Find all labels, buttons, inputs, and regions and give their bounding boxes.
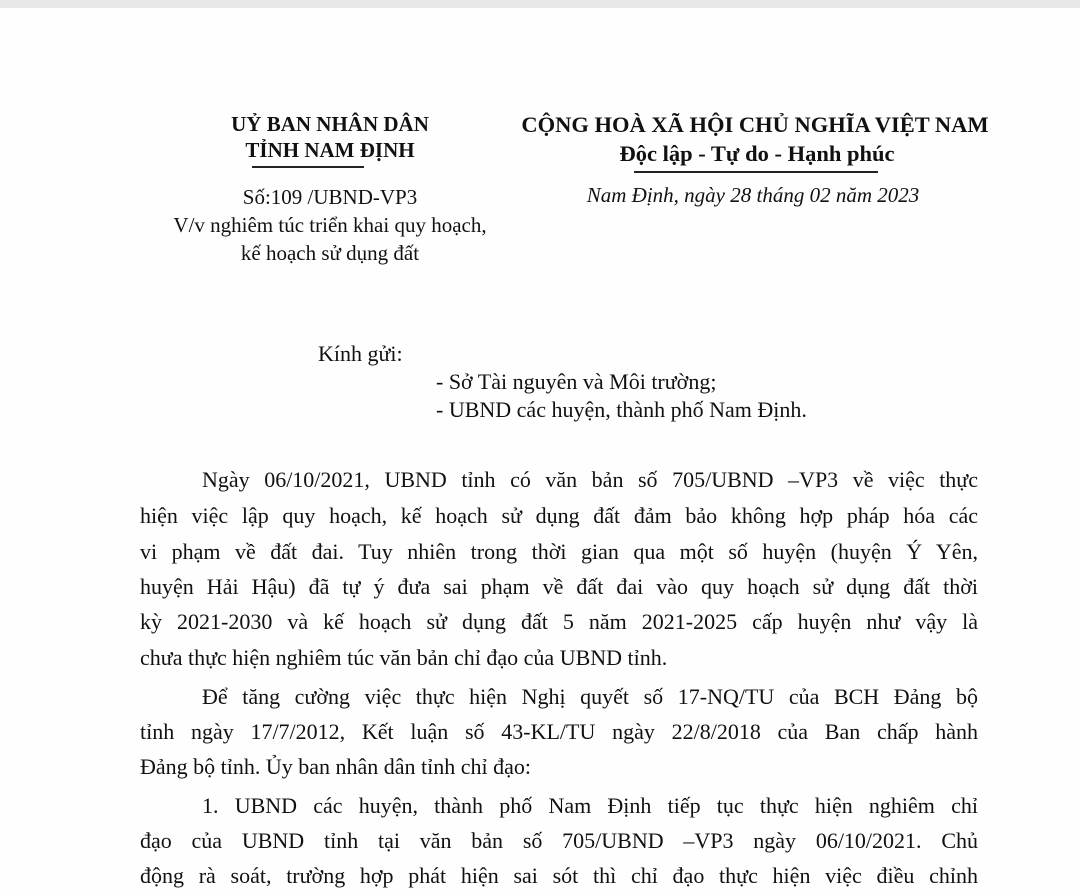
body-line: đạo của UBND tỉnh tại văn bản số 705/UBND –VP3 ngày 06/10/2021. Chủ: [140, 828, 978, 853]
recipient-item: - Sở Tài nguyên và Môi trường;: [436, 369, 717, 394]
body-line: Đảng bộ tỉnh. Ủy ban nhân dân tỉnh chỉ đạo:: [140, 754, 532, 779]
motto-underline: [634, 171, 878, 173]
document-page: [0, 8, 1080, 888]
body-line: kỳ 2021-2030 và kế hoạch sử dụng đất 5 năm 2021-2025 cấp huyện như vậy là: [140, 609, 978, 634]
top-gray-bar: [0, 0, 1080, 8]
recipient-item: - UBND các huyện, thành phố Nam Định.: [436, 397, 807, 422]
subject-line2: kế hoạch sử dụng đất: [240, 241, 420, 265]
body-line: hiện việc lập quy hoạch, kế hoạch sử dụng đất đảm bảo không hợp pháp hóa các: [140, 503, 978, 528]
body-line: chưa thực hiện nghiêm túc văn bản chỉ đạo của UBND tỉnh.: [140, 645, 668, 670]
issuing-org-line1: UỶ BAN NHÂN DÂN: [231, 112, 429, 136]
body-line: huyện Hải Hậu) đã tự ý đưa sai phạm về đất đai vào quy hoạch sử dụng đất thời: [140, 574, 978, 599]
national-motto: Độc lập - Tự do - Hạnh phúc: [619, 141, 895, 166]
subject-line1: V/v nghiêm túc triển khai quy hoạch,: [173, 213, 487, 237]
body-line: 1. UBND các huyện, thành phố Nam Định tiếp tục thực hiện nghiêm chỉ: [202, 793, 978, 818]
body-line: vi phạm về đất đai. Tuy nhiên trong thời gian qua một số huyện (huyện Ý Yên,: [140, 539, 978, 564]
body-line: Để tăng cường việc thực hiện Nghị quyết số 17-NQ/TU của BCH Đảng bộ: [202, 684, 978, 709]
salutation: Kính gửi:: [318, 341, 403, 366]
body-line-cutoff: động rà soát, trường hợp phát hiện sai sót thì chỉ đạo thực hiện việc điều chỉnh: [140, 863, 978, 888]
org-underline: [252, 166, 364, 168]
document-number: Số:109 /UBND-VP3: [242, 185, 418, 209]
body-line: Ngày 06/10/2021, UBND tỉnh có văn bản số 705/UBND –VP3 về việc thực: [202, 467, 978, 492]
issuing-org-line2: TỈNH NAM ĐỊNH: [245, 138, 415, 162]
place-date: Nam Định, ngày 28 tháng 02 năm 2023: [586, 183, 920, 207]
national-title: CỘNG HOÀ XÃ HỘI CHỦ NGHĨA VIỆT NAM: [521, 112, 989, 137]
body-line: tỉnh ngày 17/7/2012, Kết luận số 43-KL/TU ngày 22/8/2018 của Ban chấp hành: [140, 719, 978, 744]
